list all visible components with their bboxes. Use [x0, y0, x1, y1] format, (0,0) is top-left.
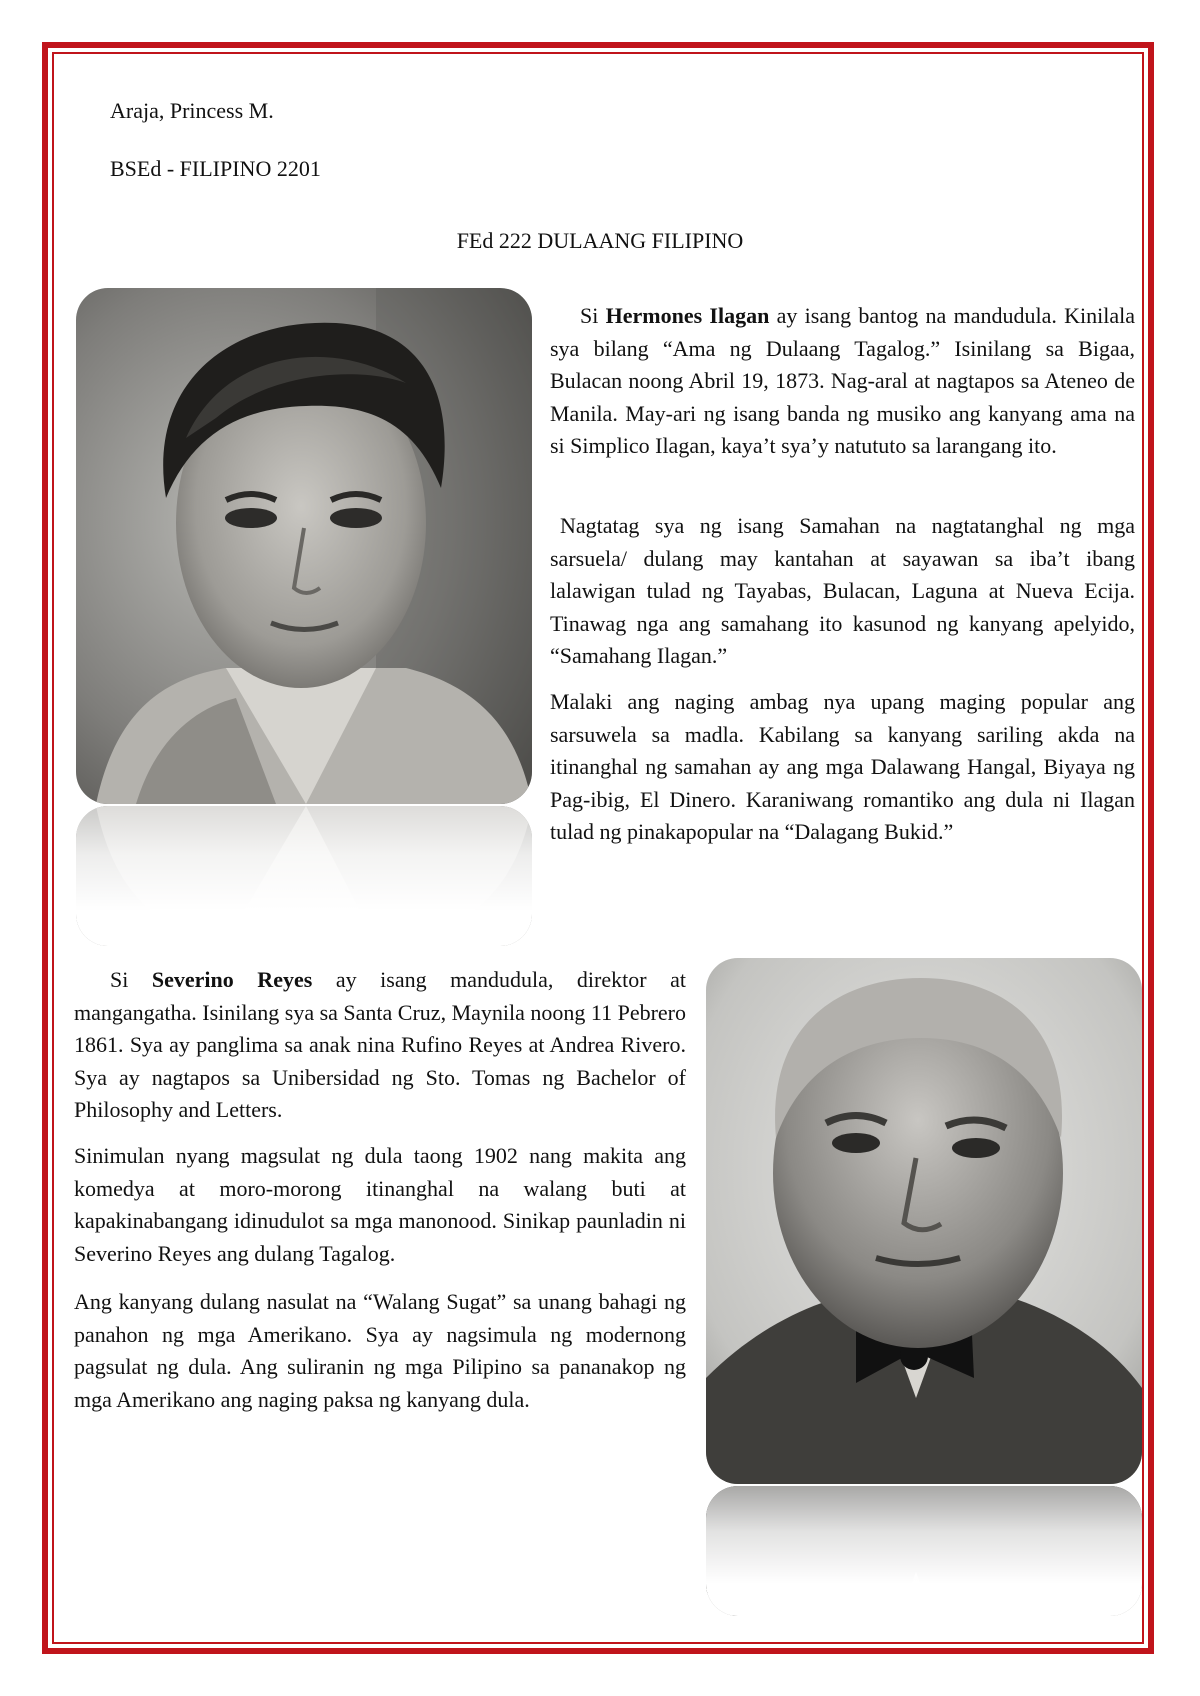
portrait-severino-reyes-photo — [706, 958, 1142, 1484]
course-code: BSEd - FILIPINO 2201 — [110, 156, 321, 181]
portrait-hermones-ilagan-reflection — [76, 806, 532, 946]
reyes-para1-lead: Si — [110, 967, 152, 992]
ilagan-para1-lead: Si — [580, 303, 606, 328]
reyes-paragraph-2: Sinimulan nyang magsulat ng dula taong 1902 nang makita ang komedya at moro-morong itinanghal na walang buti at kapakinabangang idinudulot sa mga manonood. Sinikap paunladin ni Severino Reyes ang dulang Tagalog. — [74, 1143, 686, 1266]
ilagan-paragraph-1 — [550, 300, 1135, 463]
ilagan-paragraph-2: Nagtatag sya ng isang Samahan na nagtatanghal ng mga sarsuela/ dulang may kantahan at sayawan sa iba’t ibang lalawigan tulad ng Tayabas, Bulacan, Laguna at Nueva Ecija. Tinawag nga ang samahang ito kasunod ng kanyang apelyido, “Samahang Ilagan.” — [550, 513, 1135, 668]
author-name: Araja, Princess M. — [110, 98, 274, 123]
reyes-paragraph-1 — [74, 964, 686, 1127]
reyes-paragraph-3: Ang kanyang dulang nasulat na “Walang Sugat” sa unang bahagi ng panahon ng mga Amerikano. Sya ay nagsimula ng modernong pagsulat ng dula. Ang suliranin ng mga Pilipino sa pananakop ng mga Amerikano ang naging paksa ng kanyang dula. — [74, 1289, 686, 1412]
document-title: FEd 222 DULAANG FILIPINO — [456, 228, 744, 253]
portrait-severino-reyes-reflection — [706, 1486, 1142, 1616]
reyes-name: Severino Reyes — [151, 967, 313, 992]
ilagan-paragraph-3: Malaki ang naging ambag nya upang maging popular ang sarsuwela sa madla. Kabilang sa kanyang sariling akda na itinanghal ng samahan ay ang mga Dalawang Hangal, Biyaya ng Pag-ibig, El Dinero. Karaniwang romantiko ang dula ni Ilagan tulad ng pinakapopular na “Dalagang Bukid.” — [550, 689, 1135, 844]
ilagan-name: Hermones Ilagan — [605, 303, 770, 328]
reyes-para1-text: ay isang mandudula, direktor at mangangatha. Isinilang sya sa Santa Cruz, Maynila noong 11 Pebrero 1861. Sya ay panglima sa anak nina Rufino Reyes at Andrea Rivero. Sya ay nagtapos sa Unibersidad ng Sto. Tomas ng Bachelor of Philosophy and Letters. — [74, 967, 686, 1122]
portrait-hermones-ilagan-photo — [76, 288, 532, 804]
ilagan-para1-text: ay isang bantog na mandudula. Kinilala sya bilang “Ama ng Dulaang Tagalog.” Isinilang sa Bigaa, Bulacan noong Abril 19, 1873. Nag-aral at nagtapos sa Ateneo de Manila. May-ari ng isang banda ng musiko ang kanyang ama na si Simplico Ilagan, kaya’t sya’y natututo sa larangang ito. — [550, 303, 1135, 458]
